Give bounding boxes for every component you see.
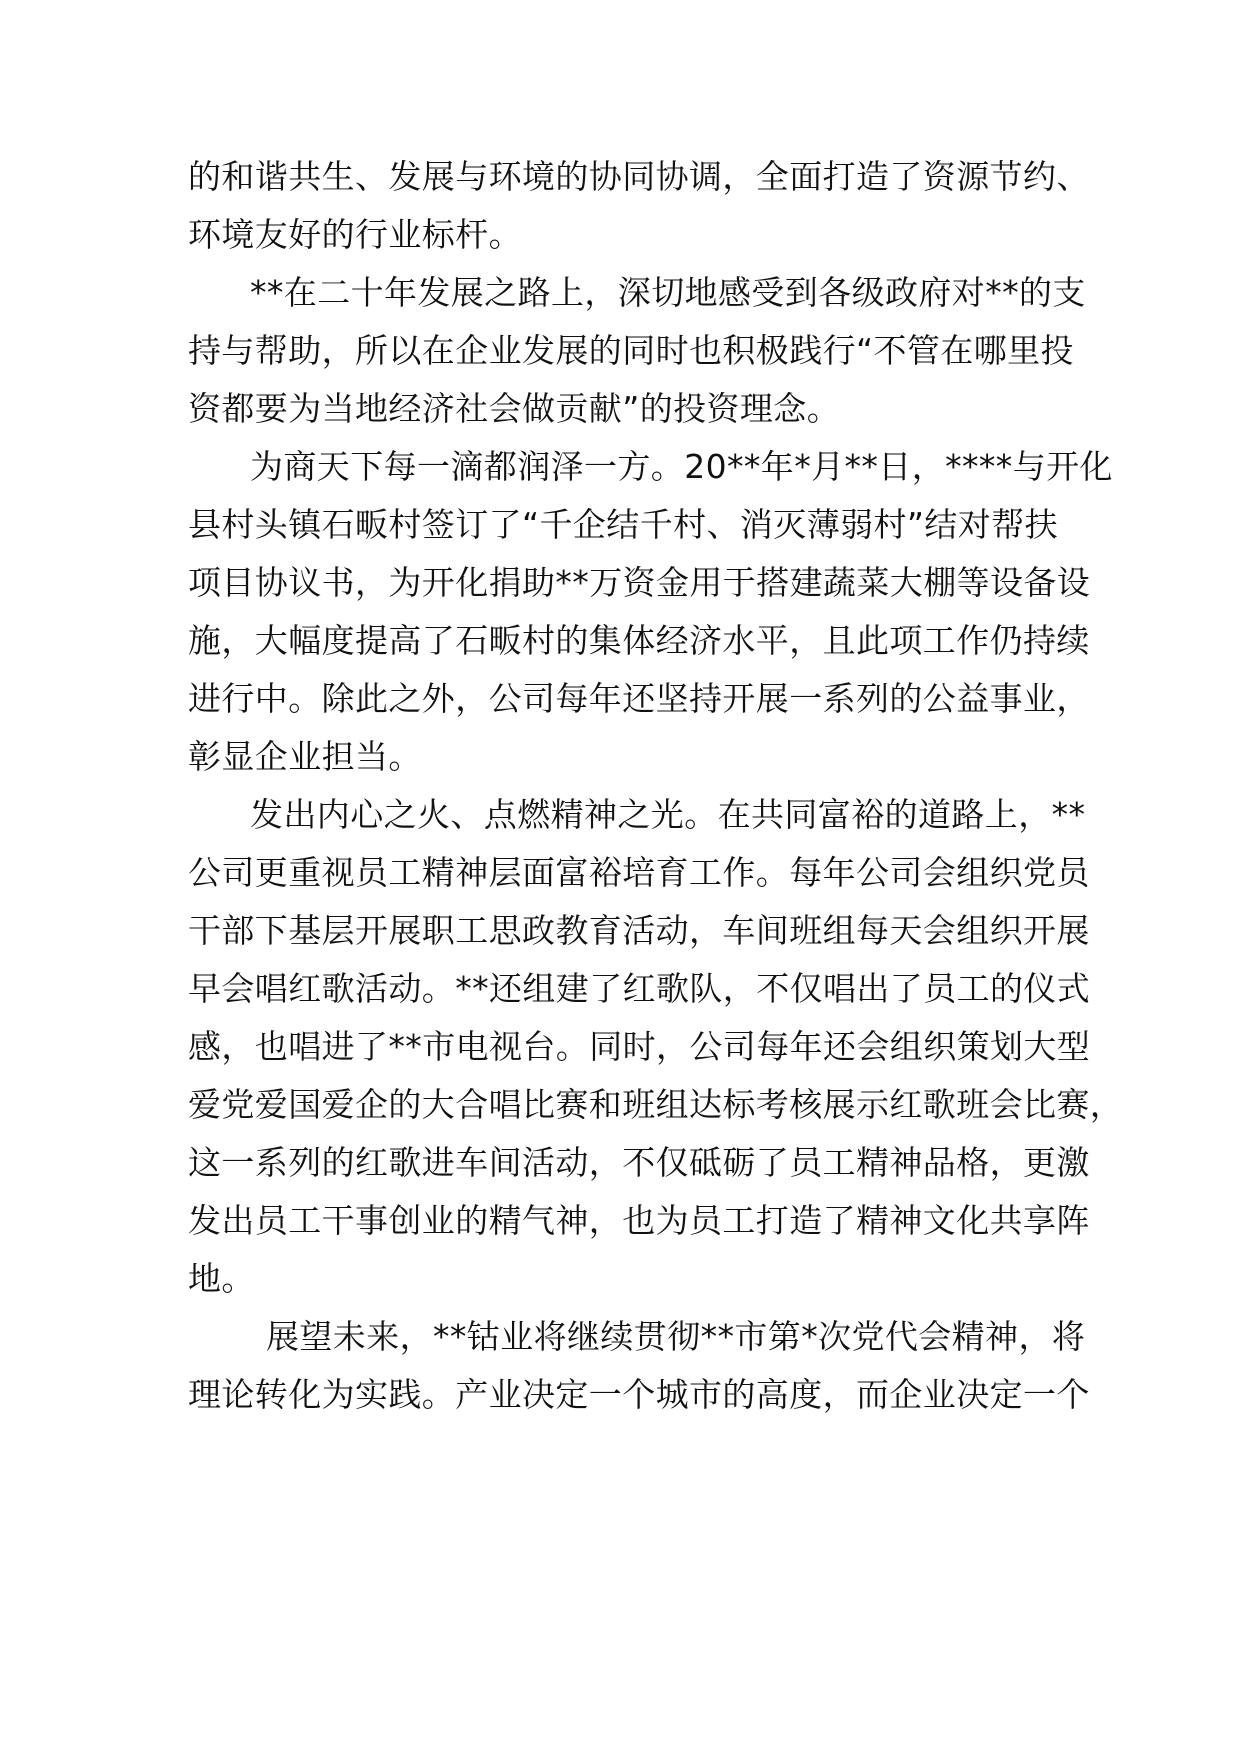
text-line: 感，也唱进了**市电视台。同时，公司每年还会组织策划大型 <box>188 1027 1091 1066</box>
text-line: **在二十年发展之路上，深切地感受到各级政府对**的支 <box>250 273 1086 312</box>
text-line: 地。 <box>188 1259 255 1298</box>
text-line: 项目协议书，为开化捐助**万资金用于搭建蔬菜大棚等设备设 <box>188 563 1091 602</box>
text-line: 进行中。除此之外，公司每年还坚持开展一系列的公益事业， <box>188 679 1090 718</box>
text-line: 施，大幅度提高了石畈村的集体经济水平，且此项工作仍持续 <box>188 621 1090 660</box>
text-line: 这一系列的红歌进车间活动，不仅砥砺了员工精神品格，更激 <box>188 1143 1090 1182</box>
text-line: 彰显企业担当。 <box>188 737 422 776</box>
text-line: 发出员工干事创业的精气神，也为员工打造了精神文化共享阵 <box>188 1201 1090 1240</box>
text-line: 环境友好的行业标杆。 <box>188 215 522 254</box>
text-line: 理论转化为实践。产业决定一个城市的高度，而企业决定一个 <box>188 1375 1090 1414</box>
text-line: 县村头镇石畈村签订了“千企结千村、消灭薄弱村”结对帮扶 <box>188 505 1058 544</box>
text-line: 爱党爱国爱企的大合唱比赛和班组达标考核展示红歌班会比赛， <box>188 1085 1124 1124</box>
text-line: 持与帮助，所以在企业发展的同时也积极践行“不管在哪里投 <box>188 331 1074 370</box>
text-line: 展望未来，**钴业将继续贯彻**市第*次党代会精神，将 <box>266 1317 1086 1356</box>
text-line: 为商天下每一滴都润泽一方。20**年*月**日，****与开化 <box>250 447 1113 486</box>
text-line: 发出内心之火、点燃精神之光。在共同富裕的道路上，** <box>250 795 1086 834</box>
text-line: 的和谐共生、发展与环境的协同协调，全面打造了资源节约、 <box>188 157 1090 196</box>
text-line: 资都要为当地经济社会做贡献”的投资理念。 <box>188 389 841 428</box>
text-line: 干部下基层开展职工思政教育活动，车间班组每天会组织开展 <box>188 911 1090 950</box>
text-line: 早会唱红歌活动。**还组建了红歌队，不仅唱出了员工的仪式 <box>188 969 1091 1008</box>
text-line: 公司更重视员工精神层面富裕培育工作。每年公司会组织党员 <box>188 853 1090 892</box>
